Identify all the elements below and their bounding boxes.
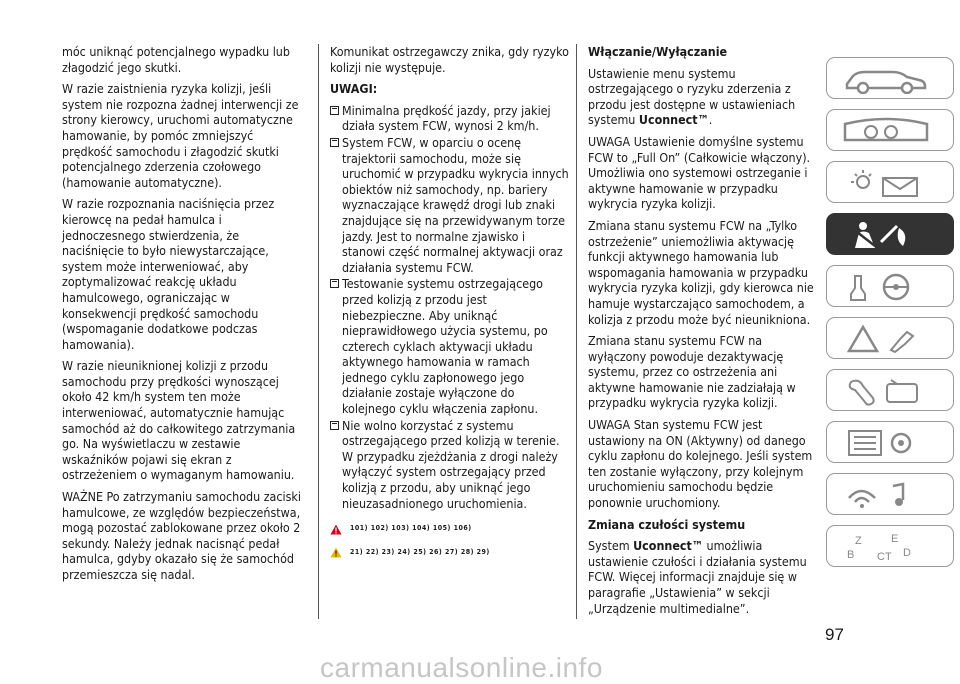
column-divider <box>576 44 577 619</box>
safety-seatbelt-icon <box>841 220 931 250</box>
warning-references: 101) 102) 103) 104) 105) 106) <box>350 524 472 533</box>
text-column-1 <box>62 44 302 589</box>
note-item: System FCW, w oparciu o ocenę trajektorii samochodu, może się uruchomić w przypadku wykrycia innych obiektów niż samochody, np. bariery wyznaczające krawędź drogi lub znaki znajdujące się na przewidywanym torze jazdy. Jest to normalne zjawisko i stanowi część normalnej aktywacji oraz działania systemu FCW. <box>330 135 570 275</box>
tab-starting-driving[interactable] <box>826 265 954 307</box>
tab-safety[interactable] <box>826 213 954 255</box>
section-heading: Zmiana czułości systemu <box>588 516 746 532</box>
watermark: carmanualsonline.info <box>320 652 603 683</box>
paragraph: Komunikat ostrzegawczy znika, gdy ryzyko kolizji nie występuje. <box>330 44 569 75</box>
text-column-3 <box>588 44 818 622</box>
tab-emergency[interactable] <box>826 317 954 359</box>
car-icon <box>841 64 931 94</box>
svg-text:D: D <box>903 547 911 559</box>
note-icon <box>330 106 339 115</box>
paragraph: UWAGA Stan systemu FCW jest ustawiony na ON (Aktywny) od danego cyklu zapłonu do kolejnego. Jeśli system ten zostanie wyłączony, przy kolejnym uruchomieniu samochodu będzie ponownie uruchomiony. <box>588 417 813 511</box>
tab-index[interactable] <box>826 525 954 567</box>
tab-instrument-panel[interactable] <box>826 109 954 151</box>
index-icon <box>841 532 931 562</box>
instrument-panel-icon <box>841 116 931 146</box>
tab-car[interactable] <box>826 57 954 99</box>
warning-triangle-red-icon <box>330 524 342 535</box>
svg-text:T: T <box>885 551 892 562</box>
tab-maintenance[interactable] <box>826 369 954 411</box>
warning-lights-icon <box>841 168 931 198</box>
text-column-2 <box>330 44 570 560</box>
paragraph: UWAGA Ustawienie domyślne systemu FCW to „Full On” (Całkowicie włączony). Umożliwia ono systemowi ostrzeganie i aktywne hamowanie w przypadku wykrycia ryzyka kolizji. <box>588 133 811 212</box>
paragraph: W razie nieuniknionej kolizji z przodu samochodu przy prędkości wynoszącej około 42 km/h system ten może interweniować, automatycznie hamując samochód aż do całkowitego zatrzymania go. Na wyświetlaczu w zestawie wskaźników pojawi się ekran z ostrzeżeniem o wymaganym hamowaniu. <box>62 358 296 483</box>
paragraph: Ustawienie menu systemu ostrzegającego o ryzyku zderzenia z przodu jest dostępne w ustawieniach systemu Uconnect™. <box>588 65 796 128</box>
tab-warning-lights[interactable] <box>826 161 954 203</box>
section-heading: Włączanie/Wyłączanie <box>588 44 728 59</box>
notes-heading: UWAGI: <box>330 81 378 97</box>
starting-driving-icon <box>841 272 931 302</box>
warning-refs-yellow <box>330 545 570 561</box>
note-item: Minimalna prędkość jazdy, przy jakiej działa system FCW, wynosi 2 km/h. <box>330 103 570 134</box>
chapter-tabs <box>826 57 956 577</box>
tab-multimedia[interactable] <box>826 473 954 515</box>
emergency-icon <box>841 324 931 354</box>
svg-text:C: C <box>877 551 885 562</box>
paragraph: System Uconnect™ umożliwia ustawienie czułości i działania systemu FCW. Więcej informacji znajduje się w paragrafie „Ustawienia” w sekcji „Urządzenie multimedialne”. <box>588 538 807 616</box>
caution-references: 21) 22) 23) 24) 25) 26) 27) 28) 29) <box>350 547 490 556</box>
note-icon <box>330 421 339 430</box>
multimedia-icon <box>841 480 931 510</box>
paragraph: Zmiana stanu systemu FCW na wyłączony powoduje dezaktywację systemu, przez co ostrzeżenia ani aktywne hamowanie nie zadziałają w przypadku wykrycia ryzyka kolizji. <box>588 333 796 411</box>
svg-text:E: E <box>891 533 899 545</box>
technical-data-icon <box>841 428 931 458</box>
warning-refs-red <box>330 521 570 537</box>
column-divider <box>318 44 319 619</box>
note-item: Nie wolno korzystać z systemu ostrzegającego przed kolizją w terenie. W przypadku zjeżdżania z drogi należy wyłączyć system ostrzegający przed kolizją z przodu, aby uniknąć jego nieuzasadnionego uruchomienia. <box>330 418 570 512</box>
paragraph: Zmiana stanu systemu FCW na „Tylko ostrzeżenie” uniemożliwia aktywację funkcji aktywnego hamowania lub wspomagania hamowania w przypadku wykrycia ryzyka kolizji, gdy kierowca nie hamuje wystarczająco samochodem, a kolizja z przodu może być nieunikniona. <box>588 217 814 327</box>
paragraph: W razie zaistnienia ryzyka kolizji, jeśli system nie rozpozna żadnej interwencji ze strony kierowcy, uruchomi automatyczne hamowanie, by pomóc zmniejszyć prędkość samochodu i złagodzić skutki potencjalnego zderzenia czołowego (hamowanie automatyczne). <box>62 81 299 190</box>
maintenance-icon <box>841 376 931 406</box>
paragraph: móc uniknąć potencjalnego wypadku lub złagodzić jego skutki. <box>62 44 290 75</box>
note-item: Testowanie systemu ostrzegającego przed kolizją z przodu jest niebezpieczne. Aby uniknąć nieprawidłowego użycia systemu, po czterech cyklach aktywacji układu aktywnego hamowania w ramach jednego cyklu zapłonowego jego działanie zostaje wyłączone do kolejnego cyklu włączenia zapłonu. <box>330 276 570 416</box>
note-icon <box>330 279 339 288</box>
note-icon <box>330 138 339 147</box>
page-number: 97 <box>825 625 844 644</box>
svg-text:B: B <box>847 549 855 561</box>
svg-text:Z: Z <box>855 535 862 547</box>
paragraph: W razie rozpoznania naciśnięcia przez kierowcę na pedał hamulca i jednoczesnego stwierdzenia, że naciśnięcie to było niewystarczające, system może interweniować, aby zoptymalizować reakcję układu hamulcowego, ograniczając w konsekwencji prędkość samochodu (wspomaganie dodatkowe podczas hamowania). <box>62 196 275 352</box>
caution-triangle-yellow-icon <box>330 547 342 558</box>
paragraph: WAŻNE Po zatrzymaniu samochodu zaciski hamulcowe, ze względów bezpieczeństwa, mogą pozostać zablokowane przez około 2 sekundy. Należy jednak nacisnąć pedał hamulca, gdyby okazało się że samochód przemieszcza się nadal. <box>62 489 301 582</box>
tab-technical-data[interactable] <box>826 421 954 463</box>
